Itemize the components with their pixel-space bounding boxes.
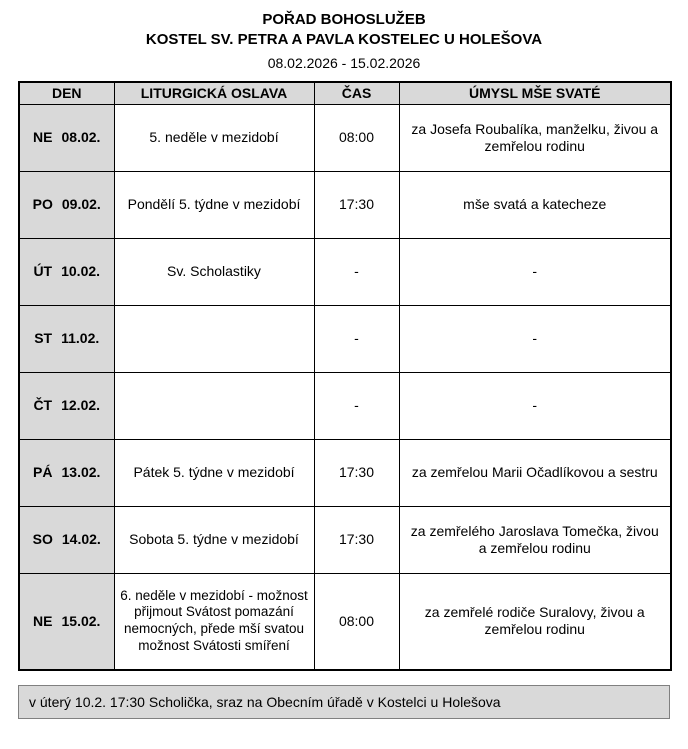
table-row	[19, 105, 671, 172]
intention-cell: -	[399, 373, 671, 440]
intention-cell: za zemřelou Marii Očadlíkovou a sestru	[399, 440, 671, 507]
day-date: 08.02.	[61, 129, 101, 146]
day-date: 11.02.	[61, 330, 100, 347]
day-label	[28, 330, 106, 348]
day-abbrev: PO	[32, 196, 53, 213]
day-date: 09.02.	[61, 196, 101, 213]
celebration-cell	[114, 306, 314, 373]
celebration-cell: Pondělí 5. týdne v mezidobí	[114, 172, 314, 239]
table-row	[19, 440, 671, 507]
table-row	[19, 373, 671, 440]
day-abbrev: ÚT	[33, 263, 53, 280]
time-cell: 08:00	[314, 105, 399, 172]
day-cell	[19, 507, 114, 574]
intention-cell: mše svatá a katecheze	[399, 172, 671, 239]
celebration-cell: Pátek 5. týdne v mezidobí	[114, 440, 314, 507]
day-label	[28, 196, 106, 214]
page-title: POŘAD BOHOSLUŽEB	[262, 11, 426, 28]
table-row	[19, 172, 671, 239]
day-abbrev: SO	[32, 531, 53, 548]
day-cell	[19, 172, 114, 239]
day-label	[28, 397, 106, 415]
table-row	[19, 574, 671, 670]
intention-cell: za zemřelého Jaroslava Tomečka, živou a zemřelou rodinu	[399, 507, 671, 574]
day-date: 15.02.	[61, 612, 101, 629]
day-abbrev: ČT	[33, 397, 53, 414]
day-label	[28, 531, 106, 549]
page-header	[18, 10, 670, 71]
day-cell	[19, 306, 114, 373]
table-row	[19, 306, 671, 373]
day-label	[28, 263, 106, 281]
day-cell	[19, 239, 114, 306]
time-cell: -	[314, 373, 399, 440]
celebration-cell: Sv. Scholastiky	[114, 239, 314, 306]
celebration-cell	[114, 373, 314, 440]
table-header-row	[19, 82, 671, 105]
day-abbrev: PÁ	[33, 464, 53, 481]
time-cell: 17:30	[314, 172, 399, 239]
day-cell	[19, 373, 114, 440]
time-cell: 17:30	[314, 507, 399, 574]
intention-cell: za zemřelé rodiče Suralovy, živou a zemřelou rodinu	[399, 574, 671, 670]
footer-note: v úterý 10.2. 17:30 Scholička, sraz na Obecním úřadě v Kostelci u Holešova	[18, 685, 670, 719]
church-name: KOSTEL SV. PETRA A PAVLA KOSTELEC U HOLEŠOVA	[145, 31, 543, 49]
day-date: 14.02.	[61, 531, 101, 548]
day-abbrev: NE	[33, 612, 53, 629]
day-cell	[19, 574, 114, 670]
day-label	[28, 464, 106, 482]
intention-cell: za Josefa Roubalíka, manželku, živou a zemřelou rodinu	[399, 105, 671, 172]
day-abbrev: ST	[34, 330, 53, 347]
intention-cell: -	[399, 239, 671, 306]
day-date: 10.02.	[61, 263, 101, 280]
time-cell: -	[314, 239, 399, 306]
time-cell: 17:30	[314, 440, 399, 507]
table-row	[19, 507, 671, 574]
col-header-umysl: ÚMYSL MŠE SVATÉ	[399, 82, 671, 105]
celebration-cell: 6. neděle v mezidobí - možnost přijmout Svátost pomazání nemocných, přede mší svatou možnost Svátosti smíření	[114, 574, 314, 670]
col-header-cas: ČAS	[314, 82, 399, 105]
time-cell: 08:00	[314, 574, 399, 670]
day-cell	[19, 440, 114, 507]
schedule-table	[18, 81, 672, 671]
intention-cell: -	[399, 306, 671, 373]
celebration-cell: Sobota 5. týdne v mezidobí	[114, 507, 314, 574]
date-range: 08.02.2026 - 15.02.2026	[267, 54, 421, 71]
day-label	[28, 613, 106, 631]
day-label	[28, 129, 106, 147]
celebration-cell: 5. neděle v mezidobí	[114, 105, 314, 172]
day-date: 12.02.	[61, 397, 101, 414]
day-cell	[19, 105, 114, 172]
col-header-oslava: LITURGICKÁ OSLAVA	[114, 82, 314, 105]
table-row	[19, 239, 671, 306]
day-abbrev: NE	[33, 129, 53, 146]
col-header-den: DEN	[19, 82, 114, 105]
day-date: 13.02.	[61, 464, 101, 481]
time-cell: -	[314, 306, 399, 373]
